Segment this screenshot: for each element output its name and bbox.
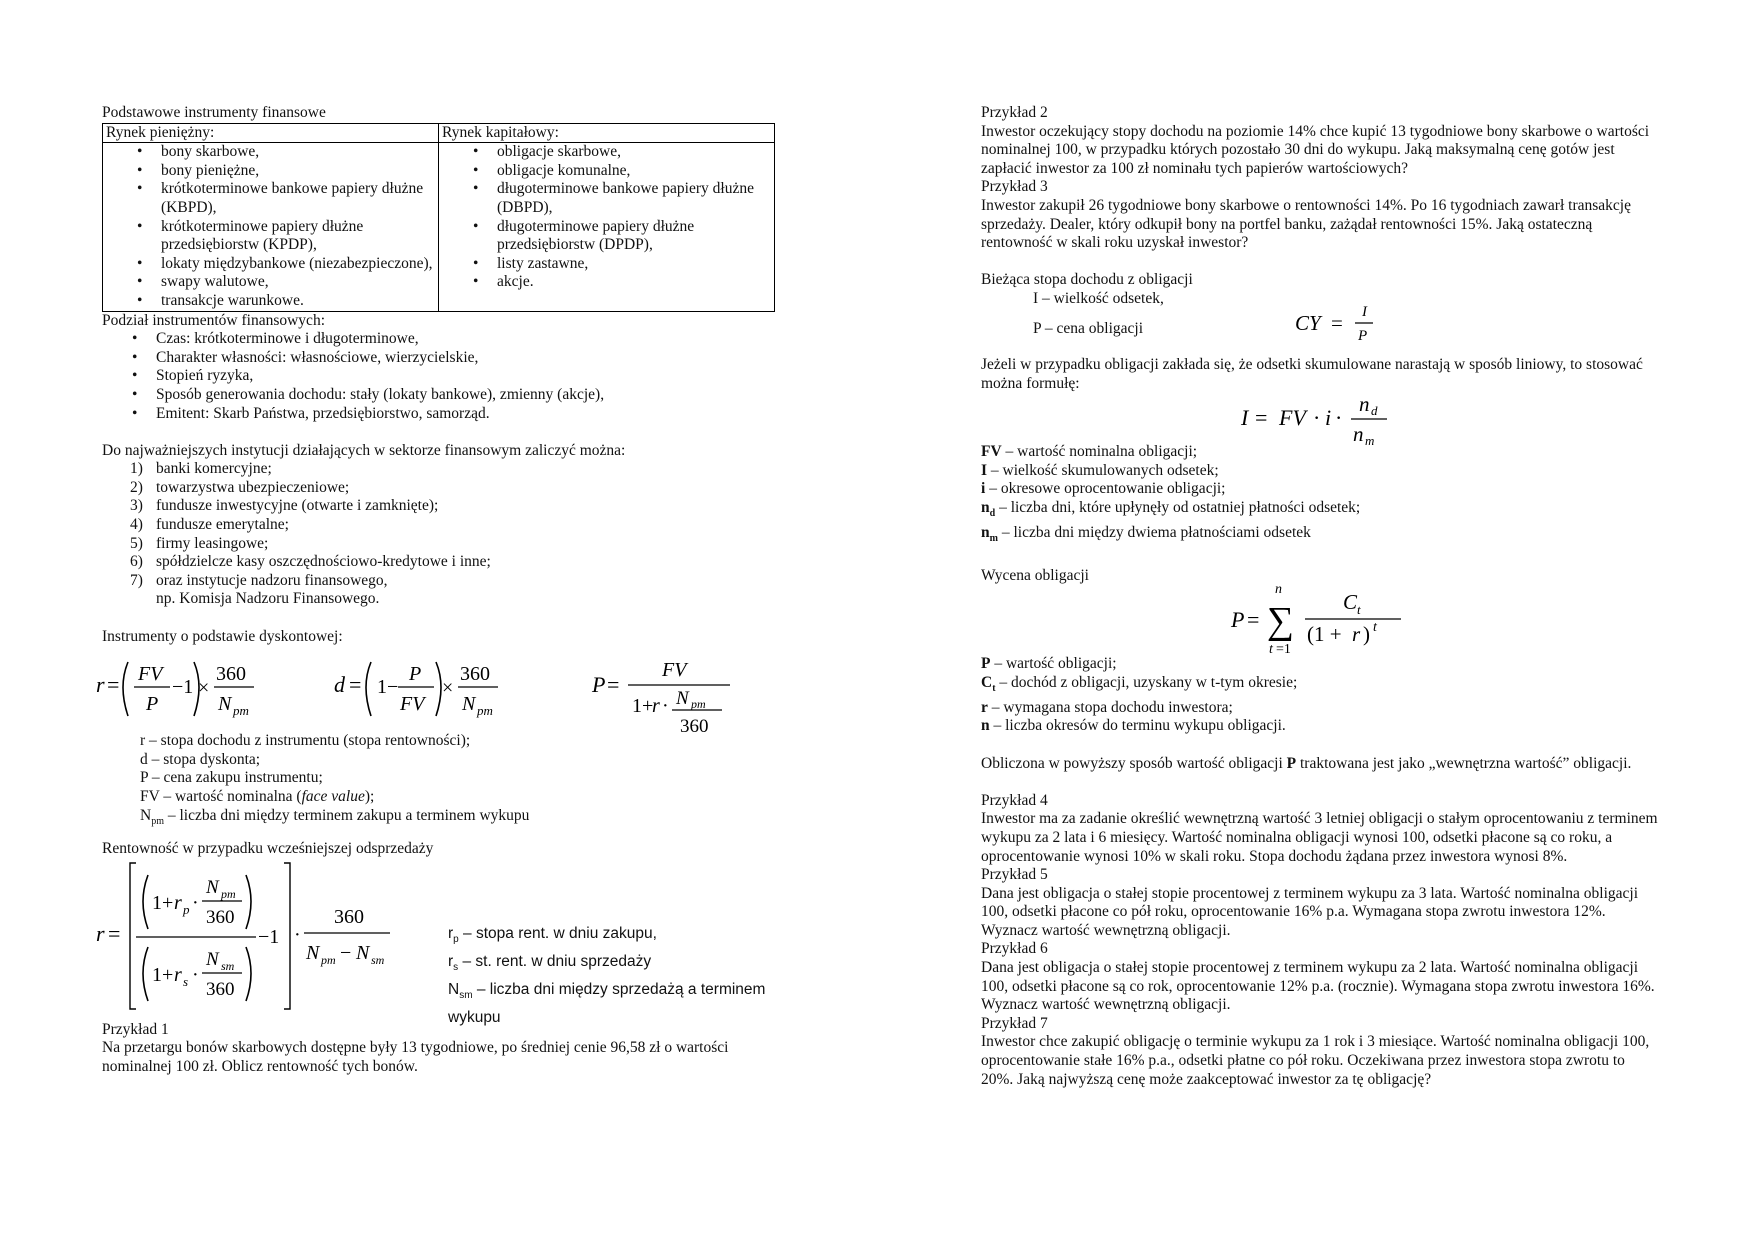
svg-text:N: N: [206, 876, 219, 898]
svg-text:I: I: [1362, 303, 1367, 320]
svg-text:r: r: [96, 672, 105, 698]
division-item: • Charakter własności: własnościowe, wierzycielskie,: [102, 349, 782, 368]
svg-text:s: s: [183, 973, 189, 989]
svg-text:d: d: [334, 672, 345, 698]
division-item: • Stopień ryzyka,: [102, 367, 782, 386]
example5-title: Przykład 5: [981, 866, 1048, 884]
svg-text:N: N: [462, 693, 476, 716]
accrued-formula-svg: [1241, 392, 1441, 449]
valuation-legend-item: P – wartość obligacji;: [981, 655, 1117, 673]
svg-text:FV: FV: [662, 659, 687, 682]
svg-text:=: =: [1247, 607, 1260, 633]
example2-text: Inwestor oczekujący stopy dochodu na poziomie 14% chce kupić 13 tygodniowe bony skarbowe o wartości nominalnej 100, w przypadku których pozostało 30 dni do wykupu. Jaką maksymalną cenę gotów jest zapłacić inwestor za 100 zł nominału tych papierów wartościowych?: [981, 122, 1650, 177]
money-market-header: Rynek pieniężny:: [103, 123, 439, 143]
svg-text:360: 360: [216, 663, 246, 686]
svg-text:=: =: [607, 672, 620, 698]
svg-text:=: =: [1331, 310, 1343, 335]
accrued-text: Jeżeli w przypadku obligacji zakłada się, że odsetki skumulowane narastają w sposób liniowy, to stosować można formułę:: [981, 355, 1643, 392]
accrued-legend: [981, 443, 1661, 548]
institution-item: 2) towarzystwa ubezpieczeniowe;: [130, 478, 350, 496]
market-table: [102, 123, 775, 312]
svg-text:FV: FV: [400, 693, 425, 716]
svg-text:n: n: [1275, 582, 1282, 598]
capital-market-cell: [439, 143, 775, 311]
svg-text:t: t: [1269, 642, 1273, 658]
legend-d: d – stopa dyskonta;: [140, 750, 261, 768]
svg-text:N: N: [356, 941, 370, 964]
division-title: Podział instrumentów finansowych:: [102, 311, 325, 329]
capital-market-item: • listy zastawne,: [443, 255, 770, 274]
svg-text:·: ·: [294, 923, 301, 946]
valuation-legend: [981, 655, 1661, 735]
valuation-legend-item: $C_t$ – dochód z obligacji, uzyskany w t-tym okresie;: [981, 674, 1298, 695]
example2-title: Przykład 2: [981, 104, 1048, 121]
institution-item: 4) fundusze emerytalne;: [130, 516, 289, 534]
division-item: • Czas: krótkoterminowe i długoterminowe,: [102, 330, 782, 349]
calc-note: Obliczona w powyższy sposób wartość obligacji P traktowana jest jako „wewnętrzna wartość” obligacji.: [981, 754, 1632, 772]
svg-text:FV: FV: [1279, 405, 1306, 431]
institution-item: 3) fundusze inwestycyjne (otwarte i zamknięte);: [130, 497, 439, 515]
cy-legend-i: I – wielkość odsetek,: [1033, 289, 1164, 307]
institution-item: 1) banki komercyjne;: [130, 460, 272, 478]
svg-text:·: ·: [1313, 405, 1321, 431]
valuation-legend-item: r – wymagana stopa dochodu inwestora;: [981, 698, 1233, 716]
valuation-formula-svg: [1231, 579, 1411, 657]
svg-text:pm: pm: [321, 952, 336, 967]
capital-market-item: • akcje.: [443, 273, 770, 292]
division-item: • Emitent: Skarb Państwa, przedsiębiorstwo, samorząd.: [102, 405, 782, 424]
svg-text:r: r: [1352, 622, 1361, 647]
svg-text:pm: pm: [477, 703, 493, 719]
legend-npm: $N_{pm}$ – liczba dni między terminem zakupu a terminem wykupu: [140, 806, 530, 827]
legend-p: P – cena zakupu instrumentu;: [140, 769, 323, 787]
money-market-item: • lokaty międzybankowe (niezabezpieczone),: [107, 255, 434, 274]
example7-text: Inwestor chce zakupić obligację o terminie wykupu za 1 rok i 3 miesiące. Wartość nominalna obligacji 100, oprocentowanie stałe 16% p.a., odsetki płatne co pół roku. Oczekiwana przez inwestora stopa zwrotu to 20%. Jaką najwyższą cenę może zaakceptować inwestor za tę obligację?: [981, 1033, 1650, 1088]
example4-text: Inwestor ma za zadanie określić wewnętrzną wartość 3 letniej obligacji o stałym oprocentowaniu z terminem wykupu za 2 lata i 6 miesięcy. Wartość nominalna obligacji wynosi 100, odsetki płacone są co roku, a oprocentowanie wynosi 10% w skali roku. Stopa dochodu żądana przez inwestora wynosi 8%.: [981, 810, 1658, 865]
money-market-cell: [103, 143, 439, 311]
svg-text:−: −: [340, 941, 352, 964]
money-market-list: [107, 143, 434, 310]
svg-text:1−: 1−: [377, 676, 399, 699]
svg-text:360: 360: [206, 906, 235, 928]
svg-text:sm: sm: [221, 958, 235, 973]
svg-text:t: t: [1373, 620, 1377, 636]
svg-text:360: 360: [334, 905, 364, 928]
svg-text:): ): [1363, 622, 1370, 647]
accrued-legend-item: i – okresowe oprocentowanie obligacji;: [981, 480, 1226, 498]
svg-text:(1 +: (1 +: [1307, 622, 1342, 647]
discount-legend: [102, 732, 782, 831]
svg-text:=: =: [107, 672, 120, 698]
right-column: [981, 104, 1661, 1089]
svg-text:n: n: [1359, 392, 1370, 417]
accrued-legend-item: FV – wartość nominalna obligacji;: [981, 443, 1198, 461]
svg-text:·: ·: [662, 695, 669, 718]
svg-text:m: m: [1365, 433, 1375, 449]
capital-market-list: [443, 143, 770, 292]
institution-item: 6) spółdzielcze kasy oszczędnościowo-kredytowe i inne;: [130, 553, 491, 571]
example4-title: Przykład 4: [981, 791, 1048, 809]
svg-text:t: t: [1357, 602, 1361, 618]
example3-text: Inwestor zakupił 26 tygodniowe bony skarbowe o rentowności 14%. Po 16 tygodniach zawarł transakcję sprzedaży. Dealer, który odkupił bony na portfel banku, zażądał rentowności 15%. Jaką ostateczną rentowność w skali roku uzyskał inwestor?: [981, 196, 1631, 252]
svg-text:×: ×: [198, 677, 210, 700]
svg-text:1+: 1+: [632, 695, 654, 718]
resale-formula: [96, 859, 782, 1027]
svg-text:N: N: [218, 693, 232, 716]
example1-text: Na przetargu bonów skarbowych dostępne były 13 tygodniowe, po średniej cenie 96,58 zł o wartości nominalnej 100 zł. Oblicz rentowność tych bonów.: [102, 1039, 729, 1076]
svg-text:N: N: [306, 941, 320, 964]
legend-rp: $r_p$ – stopa rent. w dniu zakupu,: [448, 924, 657, 945]
svg-text:P: P: [592, 672, 606, 698]
svg-text:∑: ∑: [1267, 600, 1295, 643]
svg-text:360: 360: [680, 716, 709, 738]
svg-text:=1: =1: [1276, 642, 1291, 658]
capital-market-item: • obligacje skarbowe,: [443, 143, 770, 162]
money-market-item: • krótkoterminowe papiery dłużne przedsiębiorstw (KPDP),: [107, 218, 434, 255]
svg-text:=: =: [349, 672, 362, 698]
svg-text:sm: sm: [371, 952, 385, 967]
svg-text:N: N: [676, 688, 689, 710]
svg-text:N: N: [206, 948, 219, 970]
accrued-legend-item: I – wielkość skumulowanych odsetek;: [981, 461, 1219, 479]
legend-fv: FV – wartość nominalna (face value);: [140, 788, 375, 805]
division-item: • Sposób generowania dochodu: stały (lokaty bankowe), zmienny (akcje),: [102, 386, 782, 405]
capital-market-item: • długoterminowe bankowe papiery dłużne (DBPD),: [443, 180, 770, 217]
legend-r: r – stopa dochodu z instrumentu (stopa rentowności);: [140, 732, 471, 750]
capital-market-item: • obligacje komunalne,: [443, 162, 770, 181]
svg-text:=: =: [108, 920, 121, 946]
svg-text:P: P: [409, 663, 422, 686]
svg-text:=: =: [1255, 405, 1268, 431]
valuation-title: Wycena obligacji: [981, 566, 1089, 584]
current-yield-formula: [1295, 294, 1405, 350]
svg-text:pm: pm: [221, 886, 236, 901]
example3-title: Przykład 3: [981, 178, 1048, 196]
valuation-formula: [981, 582, 1661, 658]
svg-text:r: r: [174, 963, 182, 986]
svg-text:·: ·: [1335, 405, 1343, 431]
example5-text: Dana jest obligacja o stałej stopie procentowej z terminem wykupu za 3 lata. Wartość nominalna obligacji 100, odsetki płacone co pół roku, oprocentowanie 16% p.a. Wymagana stopa zwrotu inwestora 12%. Wyznacz wartość wewnętrzną obligacji.: [981, 884, 1639, 939]
svg-text:FV: FV: [138, 663, 163, 686]
valuation-legend-item: n – liczba okresów do terminu wykupu obligacji.: [981, 717, 1286, 735]
svg-text:pm: pm: [233, 703, 249, 719]
svg-text:n: n: [1353, 422, 1364, 447]
svg-text:×: ×: [442, 677, 454, 700]
cy-legend-p: P – cena obligacji: [1033, 319, 1144, 337]
svg-text:·: ·: [192, 963, 199, 986]
money-market-item: • krótkoterminowe bankowe papiery dłużne (KBPD),: [107, 180, 434, 217]
svg-text:1+: 1+: [152, 891, 174, 914]
legend-rs: $r_s$ – st. rent. w dniu sprzedaży: [448, 952, 652, 974]
discount-formulas: [96, 646, 782, 738]
left-column: [96, 104, 782, 1077]
svg-text:r: r: [174, 891, 182, 914]
svg-text:CY: CY: [1295, 310, 1321, 335]
resale-formula-svg: [94, 859, 394, 1011]
svg-text:r: r: [652, 695, 660, 718]
legend-nsm: $N_{sm}$ – liczba dni między sprzedażą a terminem wykupu: [448, 981, 766, 1027]
svg-text:pm: pm: [691, 697, 706, 712]
capital-market-header: Rynek kapitałowy:: [439, 123, 775, 143]
accrued-formula: [981, 392, 1661, 449]
accrued-legend-item: $n_d$ – liczba dni, które upłynęły od ostatniej płatności odsetek;: [981, 498, 1361, 519]
svg-text:d: d: [1371, 403, 1378, 419]
money-market-item: • swapy walutowe,: [107, 273, 434, 292]
institutions-title: Do najważniejszych instytucji działających w sektorze finansowym zaliczyć można:: [102, 441, 626, 459]
svg-text:−1: −1: [172, 676, 194, 699]
svg-text:P: P: [1231, 607, 1245, 633]
svg-text:1+: 1+: [152, 963, 174, 986]
current-yield-title: Bieżąca stopa dochodu z obligacji: [981, 271, 1193, 289]
money-market-item: • transakcje warunkowe.: [107, 292, 434, 311]
svg-text:−1: −1: [258, 925, 280, 948]
money-market-item: • bony skarbowe,: [107, 143, 434, 162]
current-yield-block: [981, 290, 1661, 346]
resale-title: Rentowność w przypadku wcześniejszej odsprzedaży: [102, 840, 434, 858]
capital-market-item: • długoterminowe papiery dłużne przedsiębiorstw (DPDP),: [443, 218, 770, 255]
svg-text:C: C: [1343, 590, 1358, 615]
institutions-continuation: np. Komisja Nadzoru Finansowego.: [156, 590, 380, 608]
svg-text:I: I: [1241, 405, 1249, 431]
svg-text:i: i: [1325, 405, 1332, 431]
example7-title: Przykład 7: [981, 1014, 1048, 1032]
example1-title: Przykład 1: [102, 1020, 169, 1038]
institution-item: 7) oraz instytucje nadzoru finansowego,: [130, 571, 388, 589]
svg-text:p: p: [183, 901, 190, 917]
institution-item: 5) firmy leasingowe;: [130, 534, 269, 552]
section-title: Podstawowe instrumenty finansowe: [102, 104, 326, 121]
discount-formulas-svg: [94, 646, 774, 738]
accrued-legend-item: $n_m$ – liczba dni między dwiema płatnościami odsetek: [981, 523, 1311, 544]
svg-text:360: 360: [460, 663, 490, 686]
resale-legend: [448, 923, 782, 1029]
division-list: [102, 330, 782, 423]
example6-title: Przykład 6: [981, 940, 1048, 958]
svg-text:P: P: [146, 693, 159, 716]
money-market-item: • bony pieniężne,: [107, 162, 434, 181]
institutions-list: [102, 460, 782, 590]
example6-text: Dana jest obligacja o stałej stopie procentowej z terminem wykupu za 2 lata. Wartość nominalna obligacji 100, odsetki płacone są co rok, oprocentowanie 12% p.a. (rocznie). Wymagana stopa zwrotu inwestora 16%. Wyznacz wartość wewnętrzną obligacji.: [981, 959, 1655, 1014]
svg-text:r: r: [96, 920, 105, 946]
discount-title: Instrumenty o podstawie dyskontowej:: [102, 627, 343, 645]
svg-text:·: ·: [192, 891, 199, 914]
svg-text:360: 360: [206, 978, 235, 1000]
svg-text:P: P: [1358, 327, 1368, 344]
